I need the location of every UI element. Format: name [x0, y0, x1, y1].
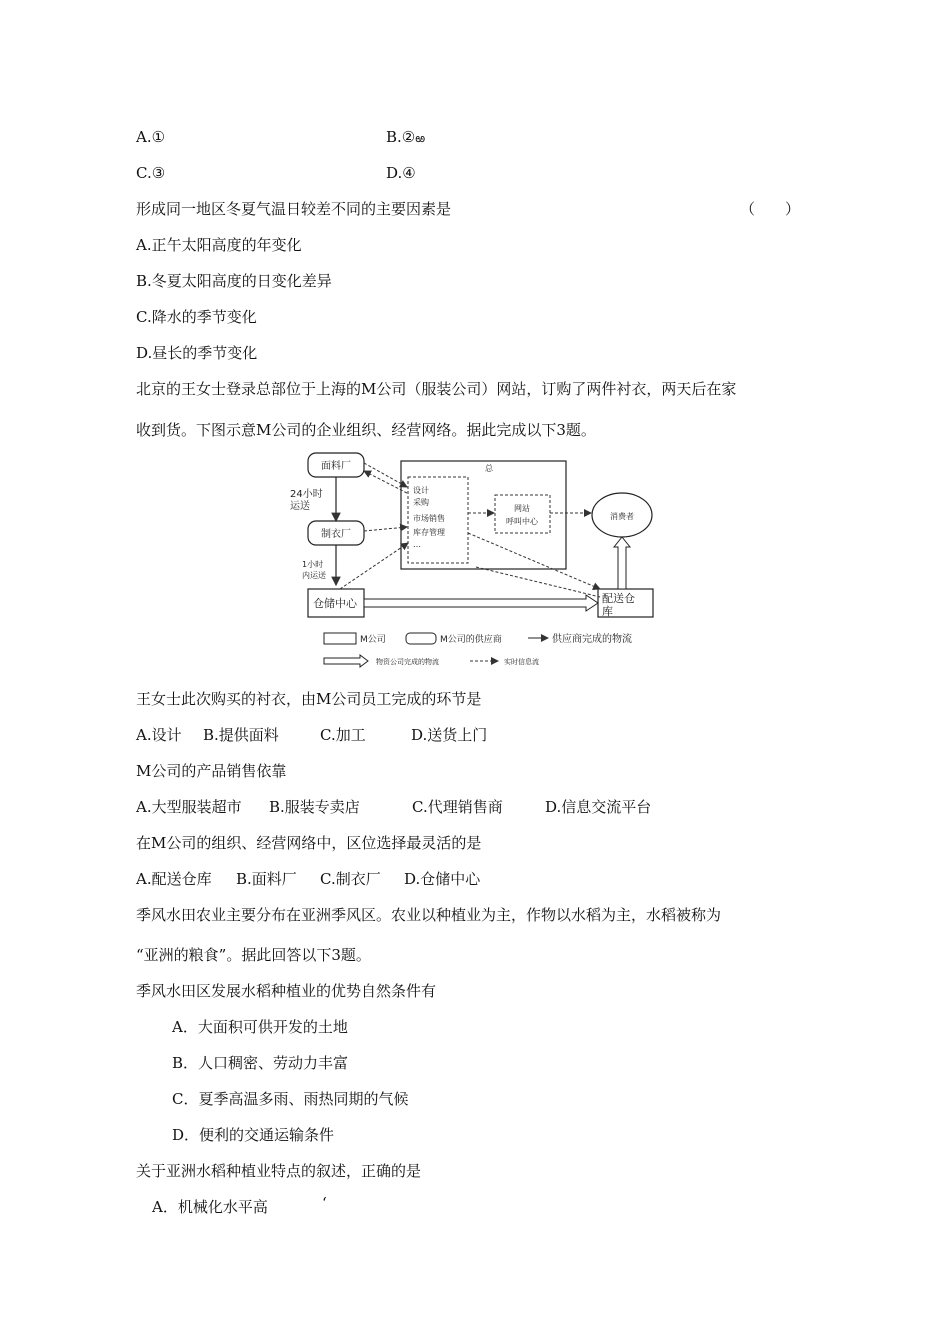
q1-option-a: A.① — [136, 128, 166, 146]
consumer-label: 消费者 — [610, 512, 634, 521]
fabric-factory-label: 面料厂 — [321, 461, 351, 472]
q6-option-a: A．大面积可供开发的土地 — [172, 1018, 348, 1036]
enterprise-network-diagram — [280, 447, 665, 677]
q3-option-d: D.送货上门 — [411, 726, 488, 744]
q4-option-c: C.代理销售商 — [412, 798, 503, 816]
hq-item-purchase: 采购 — [413, 498, 429, 507]
q5-option-a: A.配送仓库 — [136, 870, 212, 888]
q1-option-b: B.②ఱ — [386, 128, 426, 146]
q1-option-d: D.④ — [386, 164, 416, 182]
legend-supplier-flow-label: 供应商完成的物流 — [552, 634, 632, 645]
hq-item-marketing: 市场销售 — [413, 514, 445, 523]
q1-option-c: C.③ — [136, 164, 166, 182]
q7-option-a: A．机械化水平高 — [152, 1198, 268, 1216]
distribution-label-2: 库 — [602, 605, 613, 618]
distribution-label-1: 配送仓 — [602, 592, 635, 605]
legend-m-company-label: M公司 — [360, 635, 386, 645]
legend-supplier-label: M公司的供应商 — [440, 635, 502, 645]
q6-option-b: B．人口稠密、劳动力丰富 — [172, 1054, 349, 1072]
q6-stem: 季风水田区发展水稻种植业的优势自然条件有 — [136, 982, 437, 1000]
q2-answer-paren: （ ） — [740, 200, 801, 218]
q6-option-c: C．夏季高温多雨、雨热同期的气候 — [172, 1090, 409, 1108]
q3-option-b: B.提供面料 — [203, 726, 279, 744]
q5-option-d: D.仓储中心 — [404, 870, 481, 888]
q4-stem: M公司的产品销售依靠 — [136, 762, 287, 780]
garment-factory-label: 制衣厂 — [321, 529, 351, 540]
legend-m-company-symbol — [324, 633, 356, 644]
transport-24h-label-2: 运送 — [290, 501, 310, 512]
web-label: 网站 — [514, 504, 530, 513]
q3-option-a: A.设计 — [136, 726, 182, 744]
q2-stem: 形成同一地区冬夏气温日较差不同的主要因素是 — [136, 200, 452, 218]
transport-1h-label-2: 内运送 — [302, 571, 326, 580]
q2-option-c: C.降水的季节变化 — [136, 308, 257, 326]
scribble-mark-icon: ఱ — [415, 131, 426, 145]
q5-option-c: C.制衣厂 — [320, 870, 381, 888]
intro2-line1: 季风水田农业主要分布在亚洲季风区。农业以种植业为主，作物以水稻为主，水稻被称为 — [136, 906, 722, 924]
transport-1h-label-1: 1小时 — [302, 560, 324, 569]
warehouse-label: 仓储中心 — [313, 597, 357, 610]
q2-option-a: A.正午太阳高度的年变化 — [136, 236, 302, 254]
intro1-line1: 北京的王女士登录总部位于上海的M公司（服装公司）网站，订购了两件衬衣，两天后在家 — [136, 380, 737, 398]
hq-item-more: … — [413, 540, 421, 549]
transport-24h-label-1: 24小时 — [290, 489, 323, 500]
q5-stem: 在M公司的组织、经营网络中，区位选择最灵活的是 — [136, 834, 482, 852]
q2-option-d: D.昼长的季节变化 — [136, 344, 258, 362]
intro1-line2: 收到货。下图示意M公司的企业组织、经营网络。据此完成以下3题。 — [136, 421, 596, 439]
headquarters-label: 总 — [485, 464, 493, 473]
q6-option-d: D．便利的交通运输条件 — [172, 1126, 335, 1144]
legend-supplier-symbol — [406, 633, 436, 644]
q2-option-b: B.冬夏太阳高度的日变化差异 — [136, 272, 332, 290]
legend-info-flow-label: 实时信息流 — [504, 658, 539, 666]
q7-stem: 关于亚洲水稻种植业特点的叙述，正确的是 — [136, 1162, 422, 1180]
q5-option-b: B.面料厂 — [236, 870, 297, 888]
legend-third-flow-symbol — [324, 655, 368, 667]
q3-option-c: C.加工 — [320, 726, 366, 744]
q3-stem: 王女士此次购买的衬衣，由M公司员工完成的环节是 — [136, 690, 482, 708]
q4-option-d: D.信息交流平台 — [545, 798, 652, 816]
legend-third-flow-label: 物资公司完成的物流 — [376, 658, 439, 666]
callcenter-label: 呼叫中心 — [506, 517, 538, 526]
stray-mark: ‘ — [322, 1194, 327, 1212]
intro2-line2: “亚洲的粮食”。据此回答以下3题。 — [136, 946, 371, 964]
hq-item-design: 设计 — [413, 486, 429, 495]
q4-option-b: B.服装专卖店 — [269, 798, 360, 816]
q4-option-a: A.大型服装超市 — [136, 798, 242, 816]
hq-item-inventory: 库存管理 — [413, 528, 445, 537]
